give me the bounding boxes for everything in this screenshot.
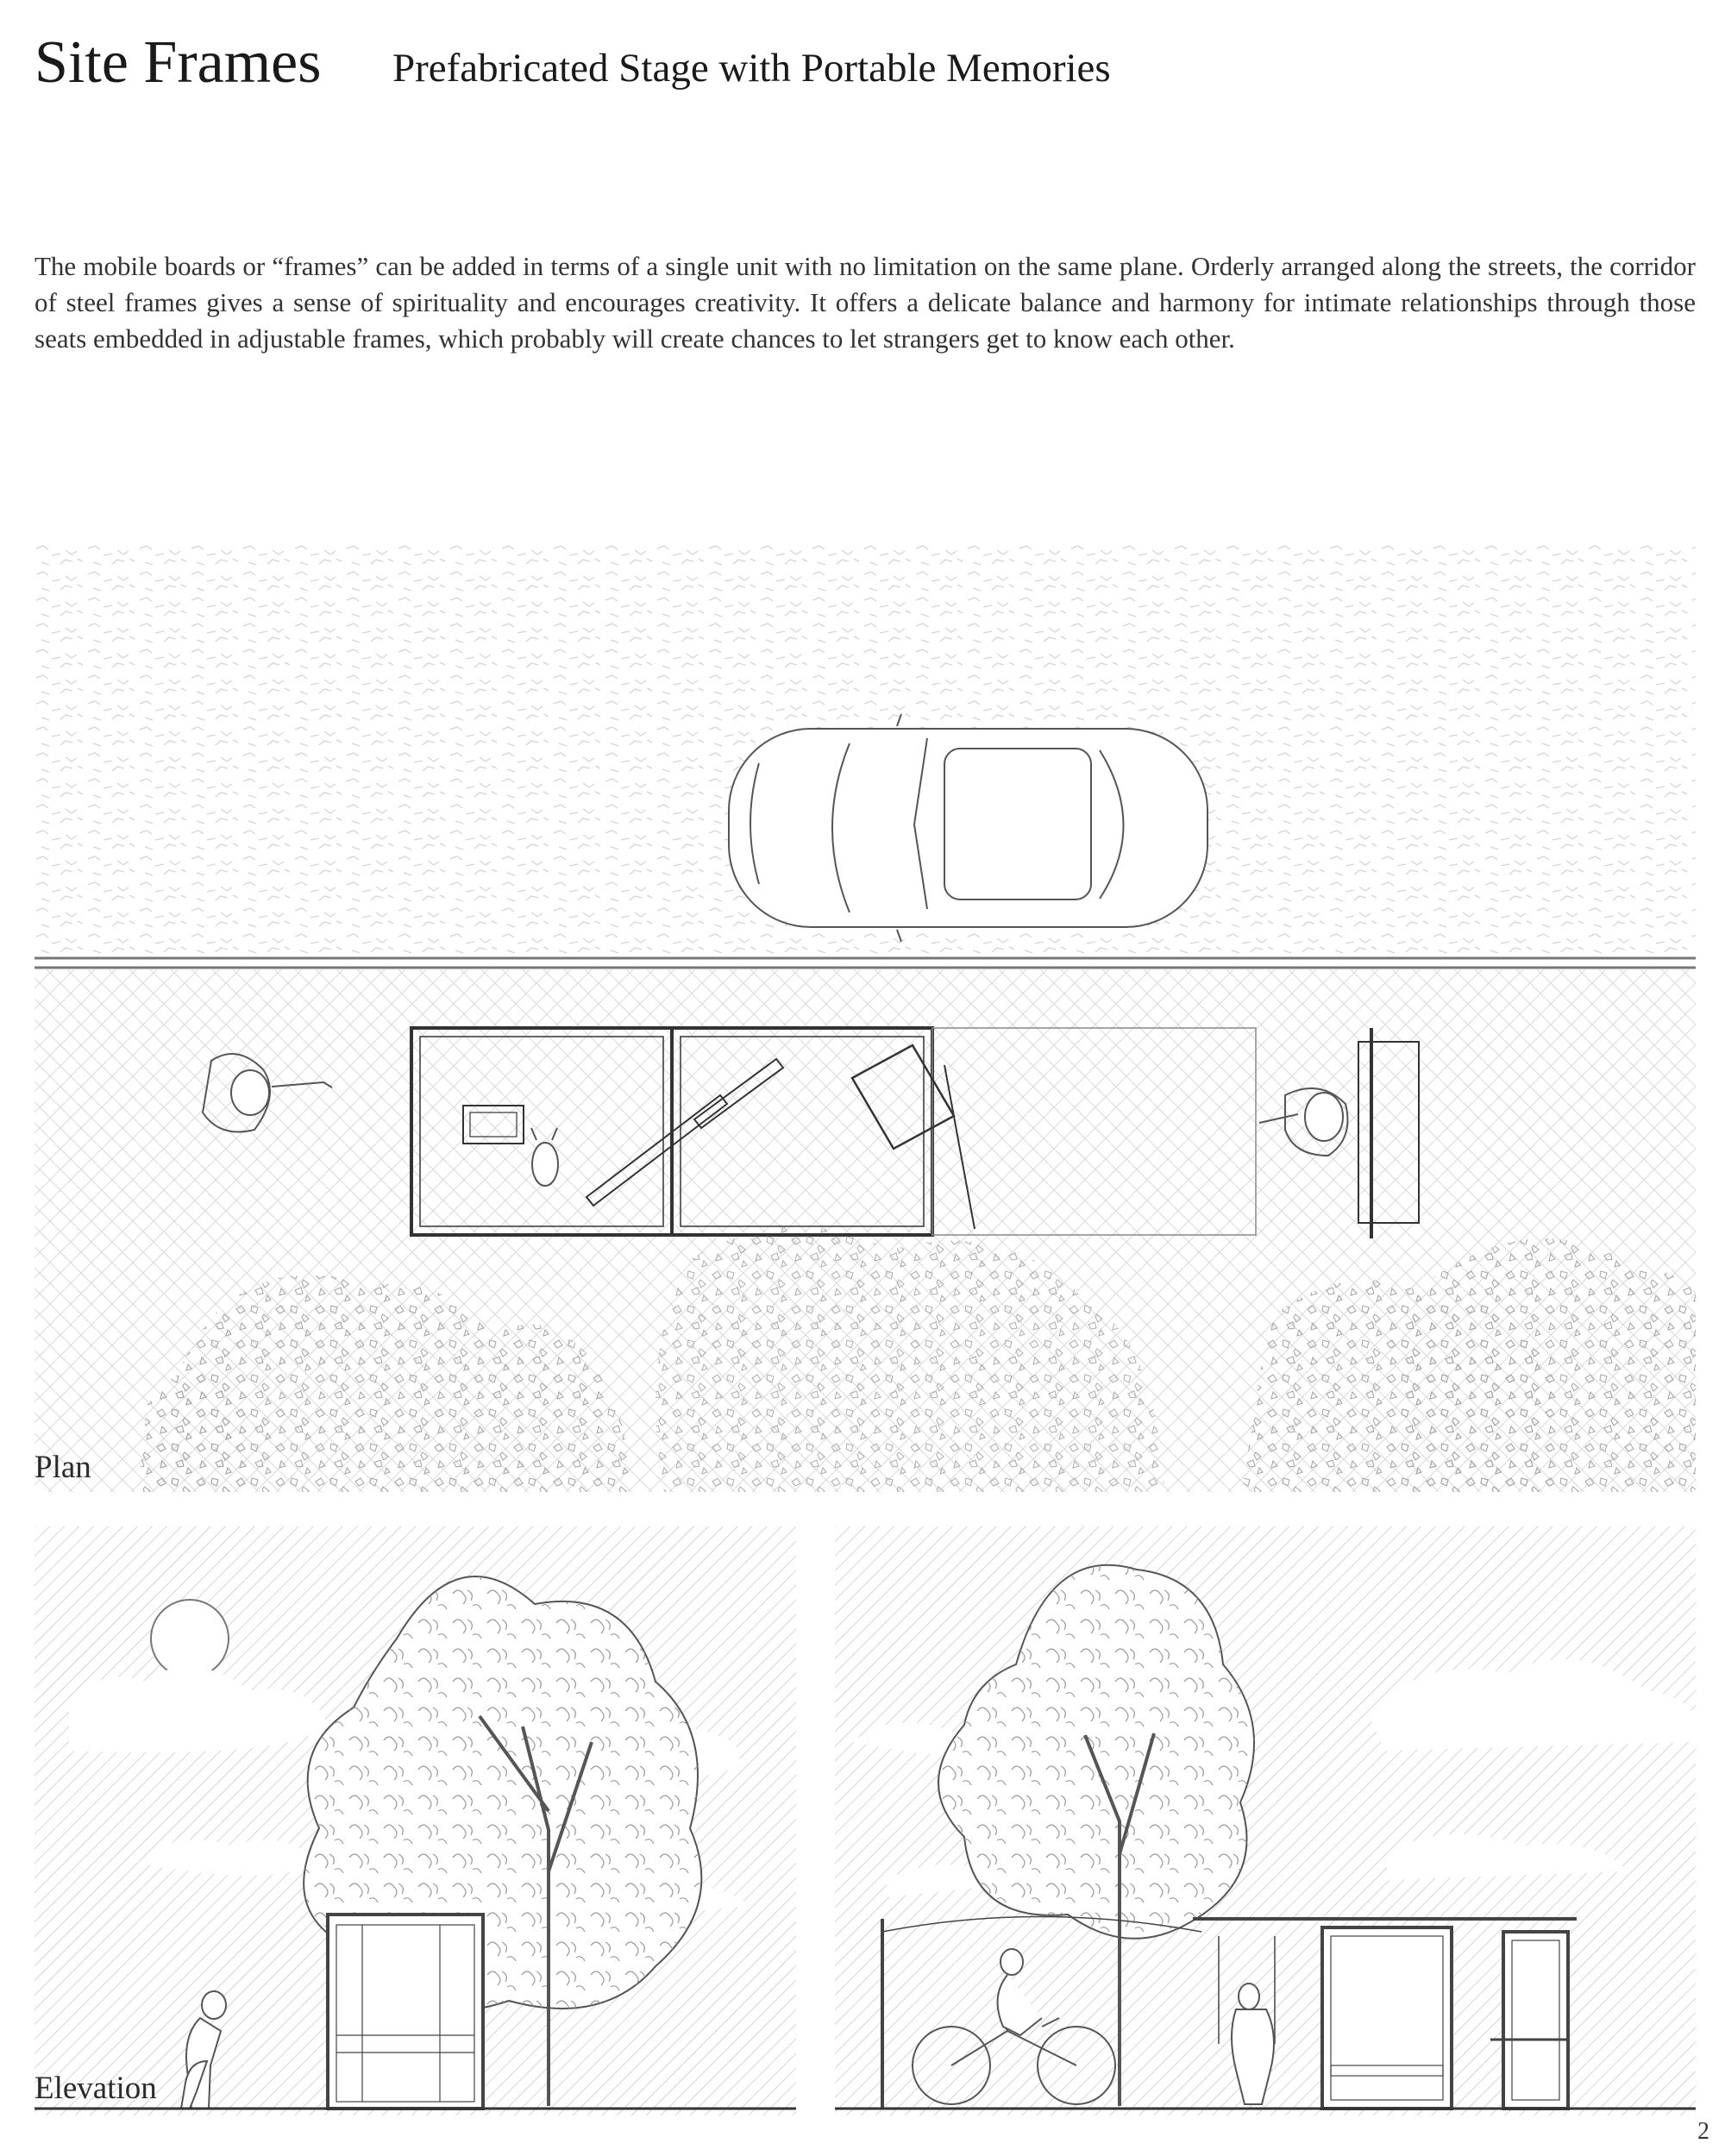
elevation-right-drawing bbox=[835, 1526, 1696, 2115]
page-title: Site Frames bbox=[34, 29, 322, 96]
plan-svg bbox=[34, 543, 1696, 1492]
elevation-label: Elevation bbox=[34, 2071, 157, 2106]
description-paragraph: The mobile boards or “frames” can be added in terms of a single unit with no limitation on the same plane. Orderly arranged along the streets, the corridor of steel frames gives a sense of spirituality and encourages creativity. It offers a delicate balance and harmony for intimate relationships through those seats embedded in adjustable frames, which probably will create chances to let strangers get to know each other. bbox=[34, 251, 1696, 354]
page-number: 2 bbox=[1697, 2118, 1709, 2145]
elevation-left-drawing bbox=[34, 1526, 796, 2115]
plan-label: Plan bbox=[34, 1450, 91, 1485]
elevation-right-svg bbox=[835, 1526, 1696, 2115]
car-top-view bbox=[729, 714, 1208, 942]
plan-drawing bbox=[34, 543, 1696, 1492]
page-subtitle: Prefabricated Stage with Portable Memories bbox=[392, 46, 1111, 91]
elevation-left-svg bbox=[34, 1526, 796, 2115]
steel-frame-elevation bbox=[328, 1915, 483, 2109]
sun-icon bbox=[151, 1600, 229, 1677]
